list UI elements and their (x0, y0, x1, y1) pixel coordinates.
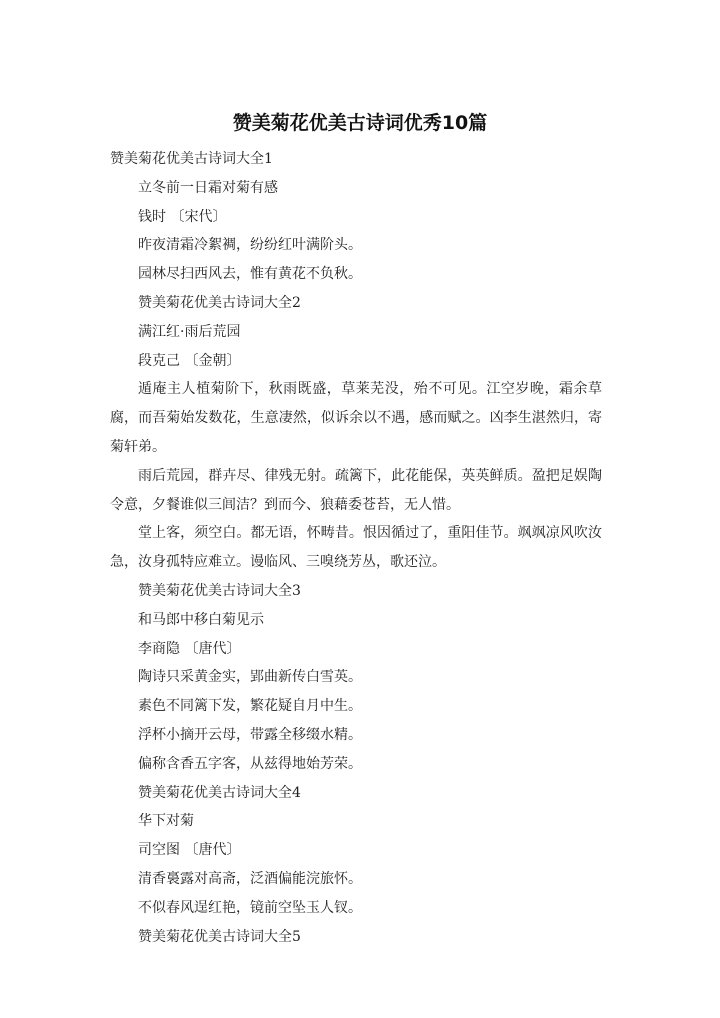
poem-author: 钱时 〔宋代〕 (138, 208, 227, 225)
poem-line: 清香裛露对高斋，泛酒偏能浣旅怀。 (138, 870, 362, 887)
poem-title: 立冬前一日霜对菊有感 (138, 179, 278, 196)
poem-author: 段克己 〔金朝〕 (138, 352, 241, 369)
poem-preface: 遁庵主人植菊阶下，秋雨既盛，草莱芜没，殆不可见。江空岁晚，霜余草腐，而吾菊始发数花，生意凄然，似诉余以不遇，感而赋之。凶李生湛然归，寄菊轩弟。 (110, 381, 602, 455)
poem-line: 昨夜清霜冷絮裯，纷纷红叶满阶头。 (138, 237, 362, 254)
section-heading: 赞美菊花优美古诗词大全2 (138, 294, 301, 311)
section-heading: 赞美菊花优美古诗词大全3 (138, 582, 301, 599)
document-body (110, 145, 602, 951)
poem-line: 不似春风逞红艳，镜前空坠玉人钗。 (138, 899, 362, 916)
poem-line: 素色不同篱下发，繁花疑自月中生。 (138, 698, 362, 715)
section-heading: 赞美菊花优美古诗词大全4 (138, 784, 301, 801)
section-heading: 赞美菊花优美古诗词大全1 (110, 151, 273, 167)
poem-author: 司空图 〔唐代〕 (138, 842, 241, 859)
poem-line: 园林尽扫西风去，惟有黄花不负秋。 (138, 266, 362, 283)
poem-line: 陶诗只采黄金实，郢曲新传白雪英。 (138, 669, 362, 686)
poem-title: 满江红·雨后荒园 (138, 323, 241, 340)
poem-title: 华下对菊 (138, 813, 194, 830)
poem-title: 和马郎中移白菊见示 (138, 611, 264, 628)
poem-author: 李商隐 〔唐代〕 (138, 640, 241, 657)
poem-line: 偏称含香五字客，从兹得地始芳荣。 (138, 755, 362, 772)
document-title: 赞美菊花优美古诗词优秀10篇 (232, 112, 488, 134)
poem-stanza: 堂上客，须空白。都无语，怀畴昔。恨因循过了，重阳佳节。飒飒凉风吹汝急，汝身孤特应难立。谩临风、三嗅绕芳丛，歌还泣。 (110, 525, 602, 571)
section-heading: 赞美菊花优美古诗词大全5 (138, 928, 301, 945)
poem-line: 浮杯小摘开云母，带露全移缀水精。 (138, 726, 362, 743)
poem-stanza: 雨后荒园，群卉尽、律残无射。疏篱下，此花能保，英英鲜质。盈把足娱陶令意，夕餐谁似三闾洁？到而今、狼藉委苍苔，无人惜。 (110, 467, 602, 513)
